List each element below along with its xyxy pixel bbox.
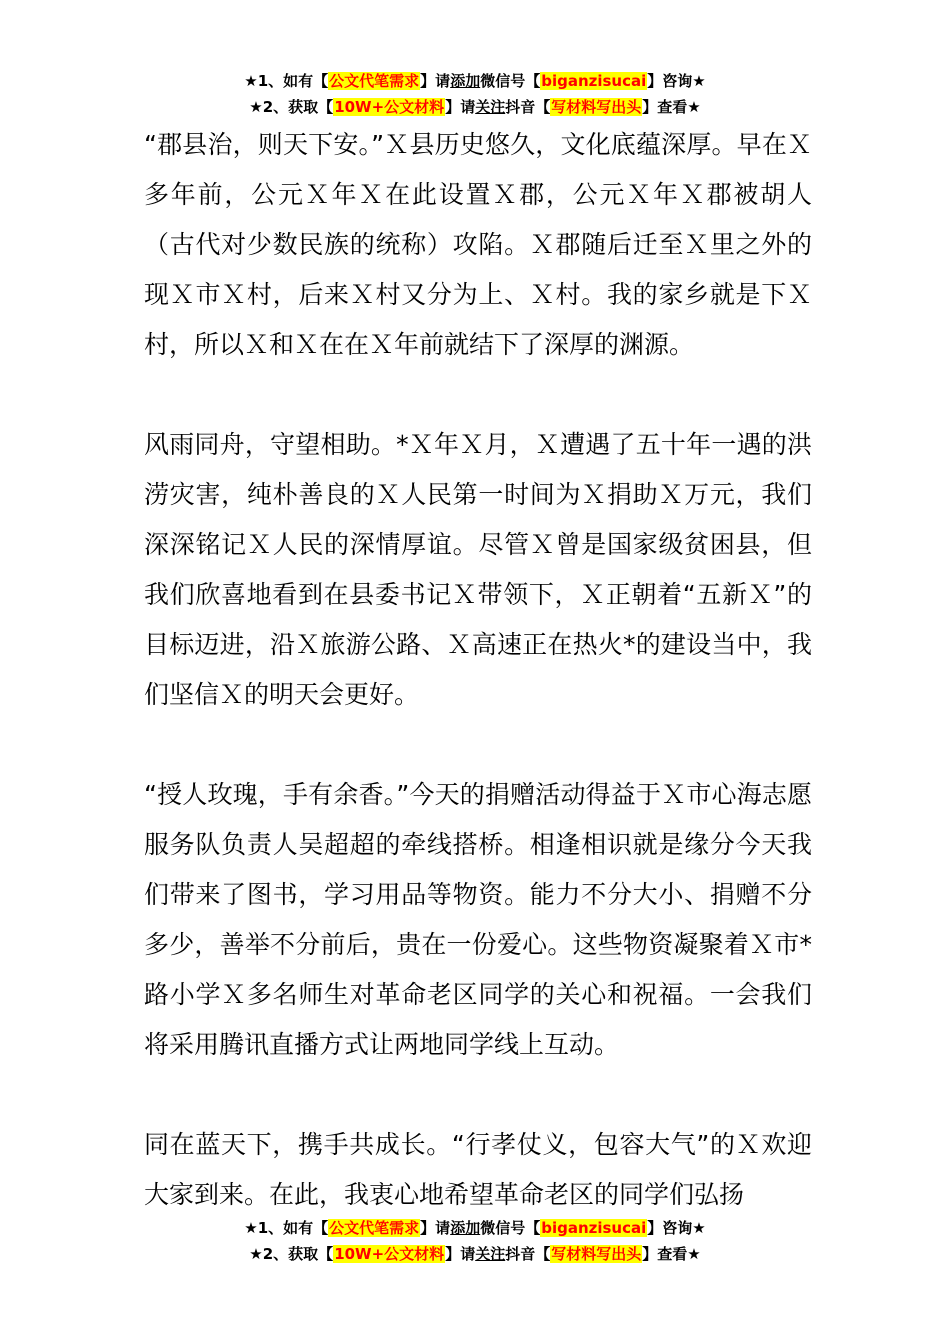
banner-highlight: 写材料写出头 [551, 98, 642, 116]
banner-underline: 添加 [450, 1219, 481, 1237]
paragraph: “郡县治，则天下安。”Ｘ县历史悠久，文化底蕴深厚。早在Ｘ多年前，公元Ｘ年Ｘ在此设置Ｘ郡，公元Ｘ年Ｘ郡被胡人（古代对少数民族的统称）攻陷。Ｘ郡随后迁至Ｘ里之外的现Ｘ市Ｘ村，后来Ｘ村又分为上、Ｘ村。我的家乡就是下Ｘ村，所以Ｘ和Ｘ在在Ｘ年前就结下了深厚的渊源。 [144, 130, 812, 359]
banner-highlight: 公文代笔需求 [329, 72, 420, 90]
banner-highlight: 写材料写出头 [551, 1245, 642, 1263]
banner-highlight: biganzisucai [541, 72, 647, 90]
banner-underline: 添加 [450, 72, 481, 90]
banner-underline: 关注 [475, 1245, 506, 1263]
banner-text: 】查看★ [642, 98, 701, 116]
banner-line-1 [0, 1215, 950, 1241]
banner-line-2 [0, 1241, 950, 1267]
banner-line-2 [0, 94, 950, 120]
banner-highlight: 10W+公文材料 [334, 1245, 445, 1263]
document-body [144, 120, 812, 1270]
banner-text: 】请 [445, 1245, 476, 1263]
banner-highlight: 公文代笔需求 [329, 1219, 420, 1237]
banner-text: ★2、获取【 [249, 98, 334, 116]
banner-text: 】查看★ [642, 1245, 701, 1263]
footer-banner [0, 1215, 950, 1267]
banner-text: 微信号【 [480, 1219, 541, 1237]
banner-text: 】请 [420, 1219, 451, 1237]
banner-text: ★2、获取【 [249, 1245, 334, 1263]
banner-text: 抖音【 [505, 98, 551, 116]
paragraph: 同在蓝天下，携手共成长。“行孝仗义，包容大气”的Ｘ欢迎大家到来。在此，我衷心地希望革命老区的同学们弘扬 [144, 1130, 812, 1209]
paragraph: 风雨同舟，守望相助。*Ｘ年Ｘ月，Ｘ遭遇了五十年一遇的洪涝灾害，纯朴善良的Ｘ人民第一时间为Ｘ捐助Ｘ万元，我们深深铭记Ｘ人民的深情厚谊。尽管Ｘ曾是国家级贫困县，但我们欣喜地看到在县委书记Ｘ带领下，Ｘ正朝着“五新Ｘ”的目标迈进，沿Ｘ旅游公路、Ｘ高速正在热火*的建设当中，我们坚信Ｘ的明天会更好。 [144, 430, 812, 709]
banner-line-1 [0, 68, 950, 94]
banner-highlight: biganzisucai [541, 1219, 647, 1237]
paragraph: “授人玫瑰，手有余香。”今天的捐赠活动得益于Ｘ市心海志愿服务队负责人吴超超的牵线搭桥。相逢相识就是缘分今天我们带来了图书，学习用品等物资。能力不分大小、捐赠不分多少，善举不分前后，贵在一份爱心。这些物资凝聚着Ｘ市*路小学Ｘ多名师生对革命老区同学的关心和祝福。一会我们将采用腾讯直播方式让两地同学线上互动。 [144, 780, 812, 1059]
banner-text: 】咨询★ [647, 1219, 706, 1237]
banner-text: ★1、如有【 [244, 72, 329, 90]
banner-text: 】请 [445, 98, 476, 116]
banner-text: 抖音【 [505, 1245, 551, 1263]
banner-text: 微信号【 [480, 72, 541, 90]
banner-text: ★1、如有【 [244, 1219, 329, 1237]
banner-text: 】咨询★ [647, 72, 706, 90]
banner-highlight: 10W+公文材料 [334, 98, 445, 116]
banner-underline: 关注 [475, 98, 506, 116]
header-banner [0, 68, 950, 120]
banner-text: 】请 [420, 72, 451, 90]
